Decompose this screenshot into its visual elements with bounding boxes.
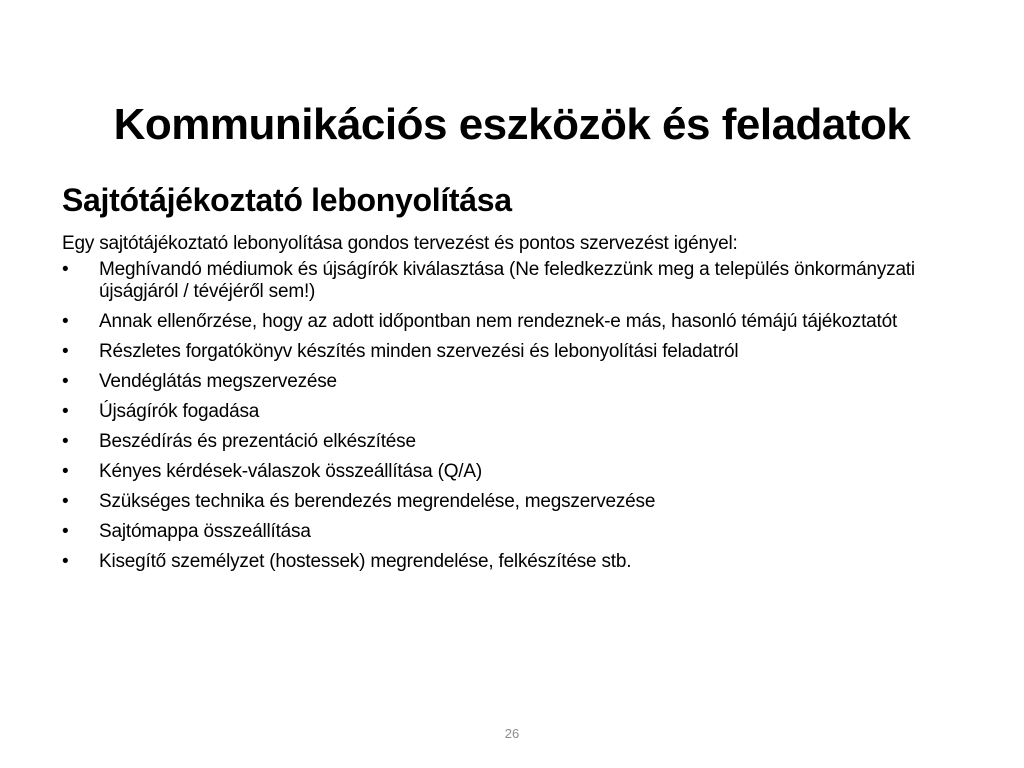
bullet-icon: • xyxy=(62,401,69,422)
list-item-text: Kényes kérdések-válaszok összeállítása (Q/A) xyxy=(99,461,482,482)
list-item xyxy=(62,491,967,513)
list-item-text: Kisegítő személyzet (hostessek) megrendelése, felkészítése stb. xyxy=(99,551,632,572)
list-item-text: Vendéglátás megszervezése xyxy=(99,371,337,392)
slide-title: Kommunikációs eszközök és feladatok xyxy=(113,100,911,150)
list-item xyxy=(62,341,967,363)
list-item-text: Sajtómappa összeállítása xyxy=(99,521,311,542)
list-item xyxy=(62,431,967,453)
intro-text: Egy sajtótájékoztató lebonyolítása gondos tervezést és pontos szervezést igényel: xyxy=(62,233,738,254)
section-heading: Sajtótájékoztató lebonyolítása xyxy=(62,182,512,218)
list-item-text: Részletes forgatókönyv készítés minden szervezési és lebonyolítási feladatról xyxy=(99,341,739,362)
list-item-text: Újságírók fogadása xyxy=(99,401,260,422)
list-item xyxy=(62,259,967,303)
bullet-icon: • xyxy=(62,491,69,512)
list-item xyxy=(62,401,967,423)
bullet-icon: • xyxy=(62,341,69,362)
bullet-icon: • xyxy=(62,461,69,482)
slide-content xyxy=(62,180,967,581)
list-item-text: Beszédírás és prezentáció elkészítése xyxy=(99,431,416,452)
list-item-text: Meghívandó médiumok és újságírók kiválasztása (Ne feledkezzünk meg a település önkormányzati újságjáról / tévéjéről sem!) xyxy=(99,259,915,302)
list-item xyxy=(62,551,967,573)
bullet-icon: • xyxy=(62,371,69,392)
bullet-list xyxy=(62,259,967,573)
bullet-icon: • xyxy=(62,259,69,280)
list-item xyxy=(62,371,967,393)
bullet-icon: • xyxy=(62,431,69,452)
list-item-text: Szükséges technika és berendezés megrendelése, megszervezése xyxy=(99,491,656,512)
page-number: 26 xyxy=(504,726,520,741)
bullet-icon: • xyxy=(62,551,69,572)
list-item xyxy=(62,461,967,483)
list-item xyxy=(62,521,967,543)
list-item xyxy=(62,311,967,333)
bullet-icon: • xyxy=(62,521,69,542)
bullet-icon: • xyxy=(62,311,69,332)
list-item-text: Annak ellenőrzése, hogy az adott időpontban nem rendeznek-e más, hasonló témájú tájékoztatót xyxy=(99,311,898,332)
